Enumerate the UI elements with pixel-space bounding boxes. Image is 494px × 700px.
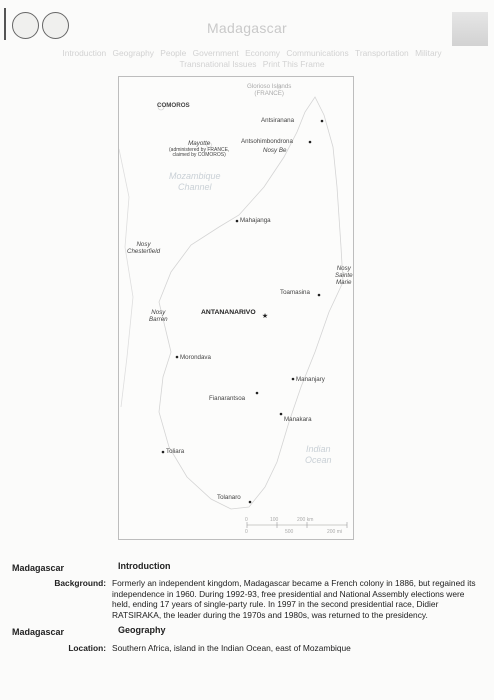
mananjary-label: Mananjary <box>296 376 325 383</box>
indian-ocean-label: Indian Ocean <box>305 444 332 465</box>
city-dot <box>309 141 312 144</box>
nav-transnational-issues[interactable]: Transnational Issues <box>179 58 257 69</box>
city-dot <box>280 413 283 416</box>
background-text: Formerly an independent kingdom, Madagascar became a French colony in 1886, but regained its independence in 1960. During 1992-93, free presidential and National Assembly elections were held, ending 17 years of single-party rule. In 1997 in the second presidential race, Didier RATSIRAKA, the leader during the 1970s and 1980s, was returned to the presidency. <box>112 578 476 620</box>
toliara-label: Toliara <box>166 448 185 455</box>
nosy-chesterfield-label: Nosy Chesterfield <box>127 241 161 255</box>
nav-military[interactable]: Military <box>415 48 442 58</box>
nav-economy[interactable]: Economy <box>245 48 280 58</box>
scale-km-100: 100 <box>270 517 279 523</box>
city-dot <box>236 220 239 223</box>
nav-geography[interactable]: Geography <box>112 48 154 58</box>
scale-km-200: 200 km <box>297 517 314 523</box>
morondava-label: Morondava <box>180 354 211 361</box>
city-dot <box>292 378 295 381</box>
nav-print-frame[interactable]: Print This Frame <box>262 58 325 69</box>
nav-people[interactable]: People <box>160 48 187 58</box>
comoros-label: COMOROS <box>157 102 190 109</box>
city-dot <box>162 451 165 454</box>
glorioso-label: Glorioso Islands (FRANCE) <box>247 83 292 97</box>
mayotte-label: Mayotte (administered by FRANCE, claimed by COMOROS) <box>169 140 230 159</box>
nav-government[interactable]: Government <box>192 48 239 58</box>
city-dot <box>176 356 179 359</box>
location-key: Location: <box>68 643 106 653</box>
location-text: Southern Africa, island in the Indian Ocean, east of Mozambique <box>112 643 351 653</box>
antsiranana-label: Antsiranana <box>261 117 295 124</box>
mozambique-channel-label: Mozambique Channel <box>169 171 221 192</box>
africa-coast <box>119 149 133 407</box>
manakara-label: Manakara <box>284 416 312 423</box>
scale-km-0: 0 <box>245 517 248 523</box>
nav-introduction[interactable]: Introduction <box>62 48 107 58</box>
background-key: Background: <box>54 578 106 588</box>
fianarantsoa-label: Fianarantsoa <box>209 395 246 402</box>
section-heading-geography: Geography <box>118 625 166 635</box>
nav-transportation[interactable]: Transportation <box>355 48 409 58</box>
nosy-barren-label: Nosy Barren <box>149 309 168 323</box>
capital-label: ANTANANARIVO <box>201 309 256 316</box>
section-heading-introduction: Introduction <box>118 561 171 571</box>
nosy-sainte-marie-label: Nosy Sainte Marie <box>335 265 353 286</box>
country-map <box>118 76 354 540</box>
toamasina-label: Toamasina <box>280 289 310 296</box>
scale-mi-500: 500 <box>285 529 294 535</box>
city-dot <box>249 501 252 504</box>
nosy-be-label: Nosy Be <box>263 147 287 154</box>
section-country-intro: Madagascar <box>12 563 65 573</box>
scale-mi-200: 200 mi <box>327 529 343 535</box>
capital-star-icon: ★ <box>261 313 269 320</box>
scale-mi-0: 0 <box>245 529 248 535</box>
tolanaro-label: Tolanaro <box>217 494 241 501</box>
city-dot <box>321 120 324 123</box>
section-nav <box>48 48 456 69</box>
mahajanga-label: Mahajanga <box>240 217 271 224</box>
nav-communications[interactable]: Communications <box>286 48 349 58</box>
antsohimbondrona-label: Antsohimbondrona <box>241 138 293 145</box>
city-dot <box>318 294 321 297</box>
section-country-geo: Madagascar <box>12 627 65 637</box>
page-title: Madagascar <box>206 20 288 36</box>
city-dot <box>256 392 259 395</box>
